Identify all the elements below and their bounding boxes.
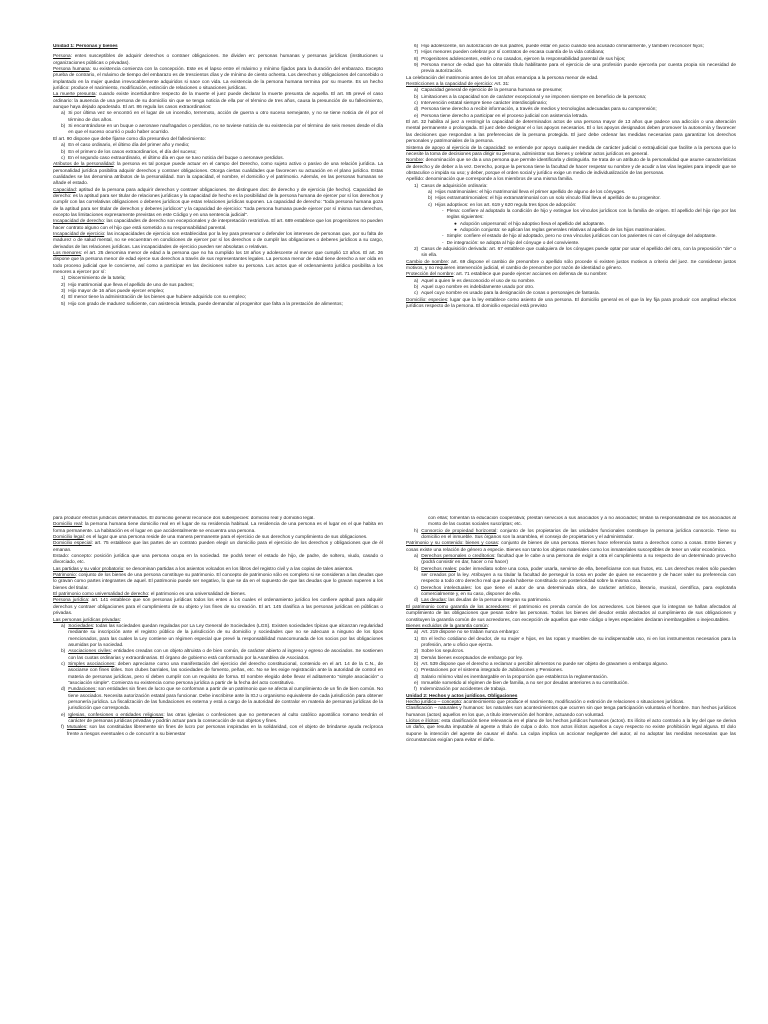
list-marker: 3) bbox=[414, 655, 419, 661]
list-marker: c) bbox=[414, 291, 418, 297]
list-marker: 3) bbox=[61, 289, 66, 295]
list-marker: a) bbox=[428, 189, 433, 195]
list-text: Si encontrándose en un buque o aeronave naufragados o perdidos, no se tuviese noticia de su existencia por el término de seis meses desde el día en que el suceso ocurrió o pudo haber ocurrido. bbox=[68, 124, 383, 136]
patrimonio-contenido-paragraph: Patrimonio y su contenido: bienes y cosas: conjunto de bienes de una persona. Bienes hace referencia tanto a derechos como a cosas. Entre bienes y cosas existe una relación de género a especie. Bienes son tanto los objetos materiales como los inmateriales susceptibles de tener un valor económico. bbox=[406, 541, 736, 553]
list-text: Adopción conjunta: se aplican las reglas generales relativas al apellido de los hijos matrimoniales. bbox=[459, 227, 666, 233]
persona-paragraph: Persona: entes susceptibles de adquirir derechos o contraer obligaciones. Se dividen en: personas humanas y personas jurídicas (instituciones u organizaciones públicas o privadas). bbox=[53, 54, 383, 66]
list-marker: e) bbox=[414, 680, 419, 686]
list-text: Casos de adquisición ordinaria: bbox=[421, 183, 488, 189]
list-item bbox=[53, 302, 383, 308]
list-text: Derechos personales o creditorios: facultad que le cabe a una persona de exigir a otra el cumplimiento a su respecto de un determinado provecho (podrá consistir en dar, hacer o no hacer) bbox=[421, 554, 736, 566]
list-marker: 4) bbox=[61, 295, 66, 301]
list-text: Fundaciones: son entidades sin fines de lucro que se conforman a partir de un patrimonio que se afecta al cumplimiento de un fin de bien común. No tiene asociados. Necesita autorización estatal para funcionar. Debe inscribirse ante la IGJ u organismo equivalente de cada jurisdicción para obtener personería jurídica. La fiscalización de las fundaciones es externa y está a cargo de la autoridad de contralor en materia de personas jurídicas de la jurisdicción que corresponda. bbox=[68, 687, 383, 712]
list-text: Demás bienes exceptuados de embargo por ley. bbox=[421, 655, 524, 661]
list-marker: d) bbox=[414, 107, 419, 113]
list-item: h) Consorcio de propiedad horizontal: conjunto de los propietarios de las unidades funcionales constituye la persona jurídica consorcio. Tiene su domicilio en el inmueble. Sus órganos son la asamblea, el consejo de propietarios y el administrador. bbox=[414, 528, 736, 541]
column-3 bbox=[53, 516, 383, 1024]
cambio-nombre-paragraph: Cambio de nombre: art. 69 dispone el cambio de prenombre o apellido sólo procede si existen justos motivos a criterio del juez. Se consideran justos motivos, y no requieren intervención judicial, el cambio de prenombre por razón de identidad o género. bbox=[406, 259, 736, 272]
clasificacion-paragraph: Clasificación – naturales y humanos: los naturales son acontecimientos que ocurren sin que tenga participación voluntaria el hombre. Son hechos jurídicos humanos (actos) aquellos en los que, a título intervención del hombre, actuando con voluntad. bbox=[406, 706, 736, 718]
excluidos-list bbox=[406, 630, 736, 693]
persona-juridica-paragraph: Persona jurídica: art. 141 establece que son personas jurídicas todos los entes a los cuales el ordenamiento jurídico les confiere aptitud para adquirir derechos y contraer obligaciones para el cumplimiento de su objeto y los fines de su creación. El art. 145 clasifica a las personas jurídicas en públicas o privadas. bbox=[53, 598, 383, 617]
list-text: Progenitores adolescentes, estén o no casados, ejercen la responsabilidad parental de sus hijos; bbox=[421, 56, 626, 62]
list-marker: a) bbox=[414, 278, 419, 284]
list-marker: a) bbox=[414, 554, 419, 560]
list-marker: a) bbox=[414, 630, 419, 636]
privadas-list bbox=[53, 624, 383, 738]
list-item bbox=[53, 111, 383, 124]
proteccion-list bbox=[406, 279, 736, 298]
list-text: Capacidad general de ejercicio de la persona humana se presume; bbox=[421, 88, 563, 94]
list-text: Derechos reales: poder inmediato sobre una cosa, poder usarla, servirse de ella, beneficiarse con sus frutos, etc. Los derechos reales sólo pueden ser creados por la ley. Atribuyen a su titular la facultad de perseguir la cosa en poder de quien se encuentre y de hacer valer su preferencia con respecto a todo otro derecho real que pueda haberse constituido con posterioridad sobre la misma cosa. bbox=[421, 566, 736, 585]
list-marker: b) bbox=[61, 149, 66, 155]
domicilio-paragraph: Domicilio: especies: lugar que la ley establece como asiento de una persona. El domicilio general es el que la ley fija para producir con amplitud efectos jurídicos respecto de la persona. El domicilio especial está previsto bbox=[406, 297, 736, 310]
column-1 bbox=[53, 44, 383, 516]
list-text: Persona menor de edad que ha obtenido título habilitante para el ejercicio de una profesión puede ejercerla por cuenta propia sin necesidad de previa autorización. bbox=[421, 63, 736, 75]
list-text: Aquel a quien le es desconocido el uso de su nombre. bbox=[421, 278, 536, 284]
list-marker: - bbox=[442, 208, 444, 214]
list-text: De integración: se adopta al hijo del cónyuge o del conviviente. bbox=[446, 240, 580, 246]
list-marker: b) bbox=[428, 196, 433, 202]
list-text: Discernimiento de la tutela; bbox=[68, 276, 126, 282]
list-text: Limitaciones a la capacidad son de carácter excepcional y se imponen siempre en beneficio de la persona; bbox=[421, 94, 647, 100]
hecho-juridico-paragraph: Hecho jurídico – concepto: acontecimiento que produce el nacimiento, modificación o extinción de relaciones o situaciones jurídicas. bbox=[406, 699, 685, 705]
list-text: Hijo mayor de 16 años puede ejercer empleo; bbox=[68, 289, 165, 295]
list-marker: b) bbox=[414, 94, 419, 100]
estado-paragraph: Estado: concepto: posición jurídica que una persona ocupa en la sociedad. Se podrá tener el estado de hijo, de padre, de soltero, viudo, casado o divorciado, etc. bbox=[53, 554, 383, 566]
proteccion-nombre-paragraph: Protección del nombre: art. 71 establece que puede ejercer acciones en defensa de su nombre: bbox=[406, 272, 608, 278]
list-item bbox=[406, 554, 736, 567]
list-text: Inmueble sometido al régimen de bien de familia, a no ser por deudas anteriores a su constitución. bbox=[421, 680, 629, 686]
list-text: Plena: confiere al adoptado la condición de hijo y extingue los vínculos jurídicos con la familia de origen. El apellido del hijo rige por las reglas siguientes: bbox=[446, 208, 736, 221]
mutuales-continued-paragraph: con ellas; fomentan la educación cooperativa; prestan servicios a sus asociados y a no asociados; limitan la responsabilidad de los asociados al monto de las cuotas sociales suscriptas; etc. bbox=[428, 516, 736, 528]
list-item bbox=[53, 662, 383, 687]
list-text: Prestaciones por el sistema integrado de Jubilaciones y Pensiones. bbox=[420, 668, 564, 674]
list-marker: c) bbox=[414, 668, 418, 674]
list-marker: a) bbox=[61, 111, 66, 117]
list-marker: a) bbox=[61, 143, 66, 149]
domicilio-especial-paragraph: Domicilio especial: art. 75 establece que las partes de un contrato pueden elegir un domicilio para el ejercicio de los derechos y obligaciones que de él emanan. bbox=[53, 541, 383, 553]
list-text: En el primero de los casos extraordinarios, el día del suceso; bbox=[68, 149, 197, 155]
list-marker: - bbox=[442, 240, 444, 246]
list-marker: ● bbox=[454, 221, 457, 227]
list-item bbox=[406, 209, 736, 222]
list-marker: 2) bbox=[414, 247, 419, 252]
list-text: Persona tiene derecho a recibir información, a través de medios y tecnologías adecuadas para su comprensión; bbox=[421, 107, 657, 113]
patrimonio-contenido-list bbox=[406, 554, 736, 605]
garantia-paragraph: El patrimonio como garantía de los acreedores: el patrimonio es prenda común de los acreedores. Los bienes que lo integran se hallan afectados al cumplimiento de las obligaciones que pesan sobre las personas. Todos los bienes del deudor están afectados al cumplimiento de sus obligaciones y constituyen la garantía común de sus acreedores, con excepción de aquellos que este código o leyes especiales declaran inembargables o inejecutables. bbox=[406, 604, 736, 623]
list-text: En el lecho cotidiano del deudor, de su mujer e hijos, en las ropas y muebles de su indispensable uso, ni en los instrumentos necesarios para la profesión, arte u oficio que ejerza. bbox=[421, 636, 736, 648]
nombre-paragraph: Nombre: denominación que se da a una persona que permite identificarla y distinguirla. Se trata de un atributo de la personalidad que asume características de derecho y de deber a la vez. Derecho, porque la persona tiene la facultad de hacer respetar su nombre y de acudir a las vías legales para impedir que se obstaculice o impida su uso; y deber, porque el orden social y jurídico exige un medio de individualización de las personas. bbox=[406, 158, 736, 176]
list-marker: e) bbox=[414, 113, 419, 119]
list-item bbox=[406, 687, 736, 693]
list-marker: c) bbox=[414, 101, 418, 107]
list-marker: c) bbox=[414, 585, 418, 591]
persona-humana-paragraph: Persona humana: su existencia comienza con la concepción. Este es el lapso entre el máximo y mínimo fijados para la duración del embarazo. Excepto prueba de contrario, el máximo de tiempo del embarazo es de trescientos días y de mínimo de ciento ochenta. Los derechos y obligaciones del concebido o implantado en la mujer quedan irrevocablemente adquiridos si nace con vida. La existencia de la persona humana termina por su muerte. Es un hecho jurídico: produce el nacimiento, modificación, extinción de relaciones o situaciones jurídicas. bbox=[53, 67, 383, 92]
list-text: Hijos extramatrimoniales: el hijo extramatrimonial con un solo vínculo filial lleva el apellido de su progenitor. bbox=[435, 196, 661, 202]
fallecimiento-paragraph: El art. 90 dispone que debe fijarse como día presuntivo del fallecimiento: bbox=[53, 136, 206, 142]
list-marker: c) bbox=[428, 202, 432, 208]
list-marker: 6) bbox=[414, 44, 419, 49]
list-marker: 2) bbox=[414, 649, 419, 655]
privadas-paragraph: Las personas jurídicas privadas: bbox=[53, 617, 122, 623]
unit-1-heading: Unidad 1: Personas y bienes bbox=[53, 44, 118, 49]
list-item bbox=[406, 586, 736, 599]
patrimonio-paragraph: Patrimonio: conjunto de los bienes de una persona constituye su patrimonio. El concepto de patrimonio sólo es completo si se consideran a las deudas que lo gravan como partes integrantes de aquel. El patrimonio puede ser negativo, lo que se da en el supuesto de que las deudas que lo gravan superen a los bienes del titular. bbox=[53, 573, 383, 591]
list-marker: 9) bbox=[414, 63, 419, 69]
apellido-paragraph: Apellido: denominación que corresponde a los miembros de una misma familia. bbox=[406, 177, 574, 183]
atributos-paragraph: Atributos de la personalidad: la persona es tal porque puede actuar en el campo del Derecho, como sujeto activo o pasivo de una relación jurídica. La personalidad jurídica posibilita adquirir derechos y contraer obligaciones. Otorga ciertas cualidades que favorecen su actuación en el plano jurídico. Estas cualidades se las denomina atributos de la personalidad. Son la capacidad, el nombre, el domicilio y el patrimonio. Además, en las personas humanas se añade el estado. bbox=[53, 162, 383, 187]
column-4 bbox=[406, 516, 736, 1024]
list-marker: 8) bbox=[414, 56, 419, 62]
list-item bbox=[406, 247, 736, 260]
list-marker: b) bbox=[61, 124, 66, 130]
list-marker: b) bbox=[414, 566, 419, 572]
list-item bbox=[53, 725, 383, 738]
list-marker: c) bbox=[61, 661, 65, 667]
list-text: Hijo con grado de madurez suficiente, con asistencia letrada, puede demandar al progenitor que falta a la prestación de alimentos; bbox=[68, 301, 343, 307]
menores-paragraph: Los menores: el art. 25 denomina menor de edad a la persona que no ha cumplido los 18 años y adolescente al menor que cumplió 13 años. El art. 26 dispone que la persona menor de edad ejerce sus derechos a través de sus representantes legales. La persona menor de edad tiene derecho a ser oída en todo proceso judicial que le concierne, así como a participar en las decisiones sobre su persona. Los actos que el ordenamiento jurídico posibilita a los menores a ejercer por sí: bbox=[53, 251, 383, 276]
list-marker: 1) bbox=[61, 276, 66, 282]
list-marker: b) bbox=[61, 649, 66, 655]
list-text: Las deudas: las deudas de la persona integran su patrimonio. bbox=[421, 598, 552, 604]
list-item bbox=[53, 687, 383, 712]
restricciones-paragraph: Restricciones a la capacidad de ejercicio: Art. 31: bbox=[406, 82, 510, 88]
list-text: Art. 219 dispone no se traban nunca embargo: bbox=[421, 630, 520, 636]
list-item bbox=[53, 649, 383, 662]
list-marker: a) bbox=[61, 623, 66, 629]
list-item bbox=[53, 713, 383, 726]
list-marker: 1) bbox=[414, 183, 419, 189]
list-text: Asociaciones civiles: entidades creadas con un objeto altruista o de bien común, de carácter abierto al ingreso y egreso de asociados. Se sostienen con las cuotas ordinarias y extraordinarias. El órgano de gobierno está conformado por la Asamblea de Asociados. bbox=[68, 649, 383, 661]
restricciones-list bbox=[406, 88, 736, 120]
muerte-presunta-paragraph: La muerte presunta: cuando existe incertidumbre respecto de la muerte el juez puede declarar la muerte presunta de aquella. El art. 85 prevé el caso ordinario: la ausencia de una persona de su domicilio sin que se tenga noticia de ella por el término de tres años, causa la presunción de su fallecimiento, aunque haya dejado apoderado. El art. 86 regula los casos extraordinarios: bbox=[53, 92, 383, 111]
list-text: Sociedades: todas las sociedades quedan reguladas por La Ley General de Sociedades (LGS). Existen sociedades típicas que alcanzan regularidad mediante su inscripción ante el registro público de la jurisdicción de su domicilio y sociedades que no se adecuan a ninguno de los tipos mencionados, para las cuales la Ley contiene un régimen especial que prevé la responsabilidad mancomunada de los socios por las obligaciones asumidas por la sociedad. bbox=[68, 623, 383, 648]
list-marker: 7) bbox=[414, 50, 419, 56]
list-marker: d) bbox=[414, 598, 419, 604]
partidas-paragraph: Las partidas y su valor probatorio: se denominan partidas a los asientos volcados en los libros del registro civil y a las copias de tales asientos. bbox=[53, 566, 354, 572]
excluidos-paragraph: Bienes excluidos de la garantía común: bbox=[406, 623, 489, 629]
domicilio-continued-paragraph: para producir efectos jurídicos determinados. El domicilio general reconoce dos subespecies: domicilio real y domicilio legal. bbox=[53, 516, 315, 521]
unit-2-heading: Unidad 2: Hechos y actos jurídicos. Obligaciones bbox=[406, 693, 518, 699]
list-text: Hijo adolescente, sin autorización de sus padres, puede estar en juicio cuando sea acusado criminalmente, y también reconocer hijos; bbox=[421, 44, 704, 49]
apellido-list bbox=[406, 184, 736, 260]
list-marker: 5) bbox=[61, 301, 66, 307]
list-marker: a) bbox=[414, 88, 419, 94]
list-text: En el segundo caso extraordinario, el último día en que se tuvo noticia del buque o aeronave perdidos. bbox=[67, 155, 284, 161]
list-text: Si por última vez se encontró en el lugar de un incendio, terremoto, acción de guerra u otro suceso semejante, y no se tiene noticia de él por el término de dos años. bbox=[68, 111, 383, 123]
menores-acts-list bbox=[53, 276, 383, 308]
fallecimiento-list bbox=[53, 143, 383, 162]
domicilio-legal-paragraph: Domicilio legal: es el lugar que una persona reside de una manera permanente para el ejercicio de sus derechos y cumplimiento de sus obligaciones. bbox=[53, 535, 368, 541]
list-marker: d) bbox=[61, 687, 66, 693]
list-text: Aquel cuyo nombre es usado para la designación de cosas o personajes de fantasía. bbox=[420, 291, 601, 297]
list-text: Iglesias, confesiones o entidades religiosas: las otras iglesias o confesiones que no pertenecen al culto católico apostólico romano tendrán el carácter de personas jurídicas privadas y podrán actuar para la consecución de sus objetos y fines. bbox=[68, 712, 383, 724]
list-marker: b) bbox=[414, 285, 419, 291]
list-marker: c) bbox=[61, 155, 65, 161]
art32-paragraph: El art. 32 habilita al juez a restringir la capacidad de determinados actos de una persona mayor de 13 años que padece una adicción o una alteración mental permanente o prolongada. El juez debe designar el o los apoyos necesarios. El o los apoyos designados deben promover la autonomía y favorecer las decisiones que respondan a las preferencias de la persona protegida. El juez debe ordenar las medidas necesarias para garantizar los derechos personales y patrimoniales de la persona. bbox=[406, 120, 736, 145]
list-text: Indemnización por accidentes de trabajo. bbox=[419, 687, 507, 693]
apoyo-paragraph: Sistema de apoyo al ejercicio de la capacidad: se entiende por apoyo cualquier medida de carácter judicial o extrajudicial que facilite a la persona que lo necesite la toma de decisiones para dirigir su persona, administrar sus bienes y celebrar actos jurídicos en general. bbox=[406, 145, 736, 157]
matrimonio-paragraph: La celebración del matrimonio antes de los 18 años emancipa a la persona menor de edad. bbox=[406, 75, 599, 81]
list-text: El menor tiene la administración de los bienes que hubiere adquirido con su empleo; bbox=[68, 295, 246, 301]
list-marker: e) bbox=[61, 712, 66, 718]
menores-acts-list-continued bbox=[406, 44, 736, 76]
list-text: Hijos matrimoniales: el hijo matrimonial lleva el primer apellido de alguno de los cónyuges. bbox=[435, 189, 626, 195]
list-item bbox=[53, 124, 383, 137]
list-marker: d) bbox=[414, 674, 419, 680]
list-item bbox=[53, 624, 383, 649]
list-text: Derechos intelectuales: los que tiene el autor de una determinada obra, de carácter artístico, literario, musical, científica, para explotarla comercialmente y, en su caso, disponer de ella. bbox=[420, 585, 736, 598]
list-text: Persona tiene derecho a participar en el proceso judicial con asistencia letrada. bbox=[421, 113, 589, 119]
list-text: En el caso ordinario, el último día del primer año y medio; bbox=[68, 143, 190, 149]
list-text: Hijos adoptivos: en los art. 619 y 620 regula tres tipos de adopción: bbox=[434, 202, 577, 208]
list-marker: - bbox=[442, 234, 444, 240]
list-marker: ● bbox=[454, 227, 457, 233]
list-marker: 1) bbox=[414, 636, 419, 642]
list-text: Art. 539 dispone que el derecho a reclamar o percibir alimentos no puede ser objeto de gravamen o embargo alguno. bbox=[421, 661, 669, 667]
incapacidad-derecho-paragraph: Incapacidad de derecho: las capacidades de derecho son excepcionales y de interpretación restrictiva. El art. 689 establece que los progenitores no pueden hacer contrato alguno con el hijo que está sometido a su responsabilidad parental. bbox=[53, 219, 383, 231]
list-text: Casos de adquisición derivada: art. 67 establece que cualquiera de los cónyuges puede optar por usar el apellido del otro, con la preposición "de" o sin ella. bbox=[421, 247, 736, 259]
list-text: Salario mínimo vital es inembargable en la proporción que establezca la reglamentación. bbox=[421, 674, 608, 680]
list-marker: f) bbox=[414, 687, 417, 693]
list-marker: f) bbox=[61, 725, 64, 731]
list-text: Simple: confiere el estado de hijo al adoptado, pero no crea vínculos jurídicos con los parientes ni con el cónyuge del adoptante. bbox=[446, 234, 717, 240]
muerte-cases-list bbox=[53, 111, 383, 136]
list-text: Hijos menores pueden celebrar por sí contratos de escasa cuantía de la vida cotidiana; bbox=[421, 50, 605, 56]
list-text: Mutuales: son las constituidas libremente sin fines de lucro por personas inspiradas en la solidaridad, con el objeto de brindarse ayuda recíproca frente a riesgos eventuales o de concurrir a su bienestar bbox=[66, 725, 383, 737]
domicilio-real-paragraph: Domicilio real: la persona humana tiene domicilio real en el lugar de su residencia habitual. La residencia de una persona es el lugar en el que habita en forma permanente. La habitación es el lugar en que accidentalmente se encuentra una persona. bbox=[53, 522, 383, 534]
list-text: Intervención estatal siempre tiene carácter interdisciplinario; bbox=[420, 101, 548, 107]
list-text: Adopción unipersonal: el hijo adoptivo lleva el apellido del adoptante. bbox=[459, 221, 606, 227]
list-item bbox=[406, 567, 736, 586]
list-text: Sobre los sepulcros. bbox=[421, 649, 465, 655]
list-text: Simples asociaciones: deben apreciarse como una manifestación del ejercicio del derecho constitucional, contenido en el art. 14 de la C.N., de asociarse con fines útiles. Son clubes barriales, las sociedades de fomento, peñas, etc. No se les exige registración ante la autoridad de control en materia de personas jurídicas, pero sí deben cumplir con un requisito de forma. El nombre elegido debe llevar el aditamento "simple asociación" o "asociación simple". Comienza su existencia como persona jurídica a partir de la fecha del acto constitutivo. bbox=[67, 661, 383, 686]
list-text: Hijo matrimonial que lleva el apellido de uno de sus padres; bbox=[68, 282, 194, 288]
licitos-paragraph: Lícitos e ilícitos: esta clasificación tiene relevancia en el plano de los hechos jurídicos humanos (actos). Es ilícito el acto contrario a la ley del que se deriva un daño, que resulta imputable al agente a título de culpa o dolo. Son actos ilícitos aquellos a cuyo respecto no existe prohibición legal alguna. El dolo supone la intención del agente de causar el daño. La culpa implica un accionar negligente del autor, al no adoptar las medidas necesarias que las circunstancias exigían para evitar el daño. bbox=[406, 719, 736, 744]
list-marker: 2) bbox=[61, 282, 66, 288]
capacidad-paragraph: Capacidad: aptitud de la persona para adquirir derechos y contraer obligaciones. Se distinguen dos: de derecho y de ejercicio (de hecho). Capacidad de derecho: es la aptitud para ser titular de relaciones jurídicas y la capacidad de hecho es la posibilidad de la persona humana de ejercer por sí los derechos y cumplir con las correlativas obligaciones o deberes jurídicos que estas relaciones jurídicas suponen. La capacidad de derecho: "toda persona humana goza de la aptitud para ser titular de derechos y deberes jurídicos" y la capacidad de ejercicio: "toda persona humana puede ejercer por sí misma sus derechos, excepto las limitaciones expresamente previstas en este Código y en una sentencia judicial". bbox=[53, 187, 383, 218]
incapacidad-ejercicio-paragraph: Incapacidad de ejercicio: las incapacidades de ejercicio son establecidas por la ley para preservar o defender los intereses de personas que, por su falta de madurez o de salud mental, no se encuentran en condiciones de ejercer por sí los derechos o de cumplir las obligaciones o deberes jurídicos a su cargo, derivados de las relaciones jurídicas. Las incapacidades de ejercicio pueden ser absolutas o relativas. bbox=[53, 231, 383, 250]
list-item bbox=[406, 63, 736, 76]
column-2 bbox=[406, 44, 736, 516]
list-item bbox=[406, 637, 736, 650]
list-marker: b) bbox=[414, 661, 419, 667]
universalidad-paragraph: El patrimonio como universalidad de derecho: el patrimonio es una universalidad de bienes. bbox=[53, 592, 247, 598]
list-text: Aquel cuyo nombre es indebidamente usado por otro. bbox=[421, 285, 535, 291]
